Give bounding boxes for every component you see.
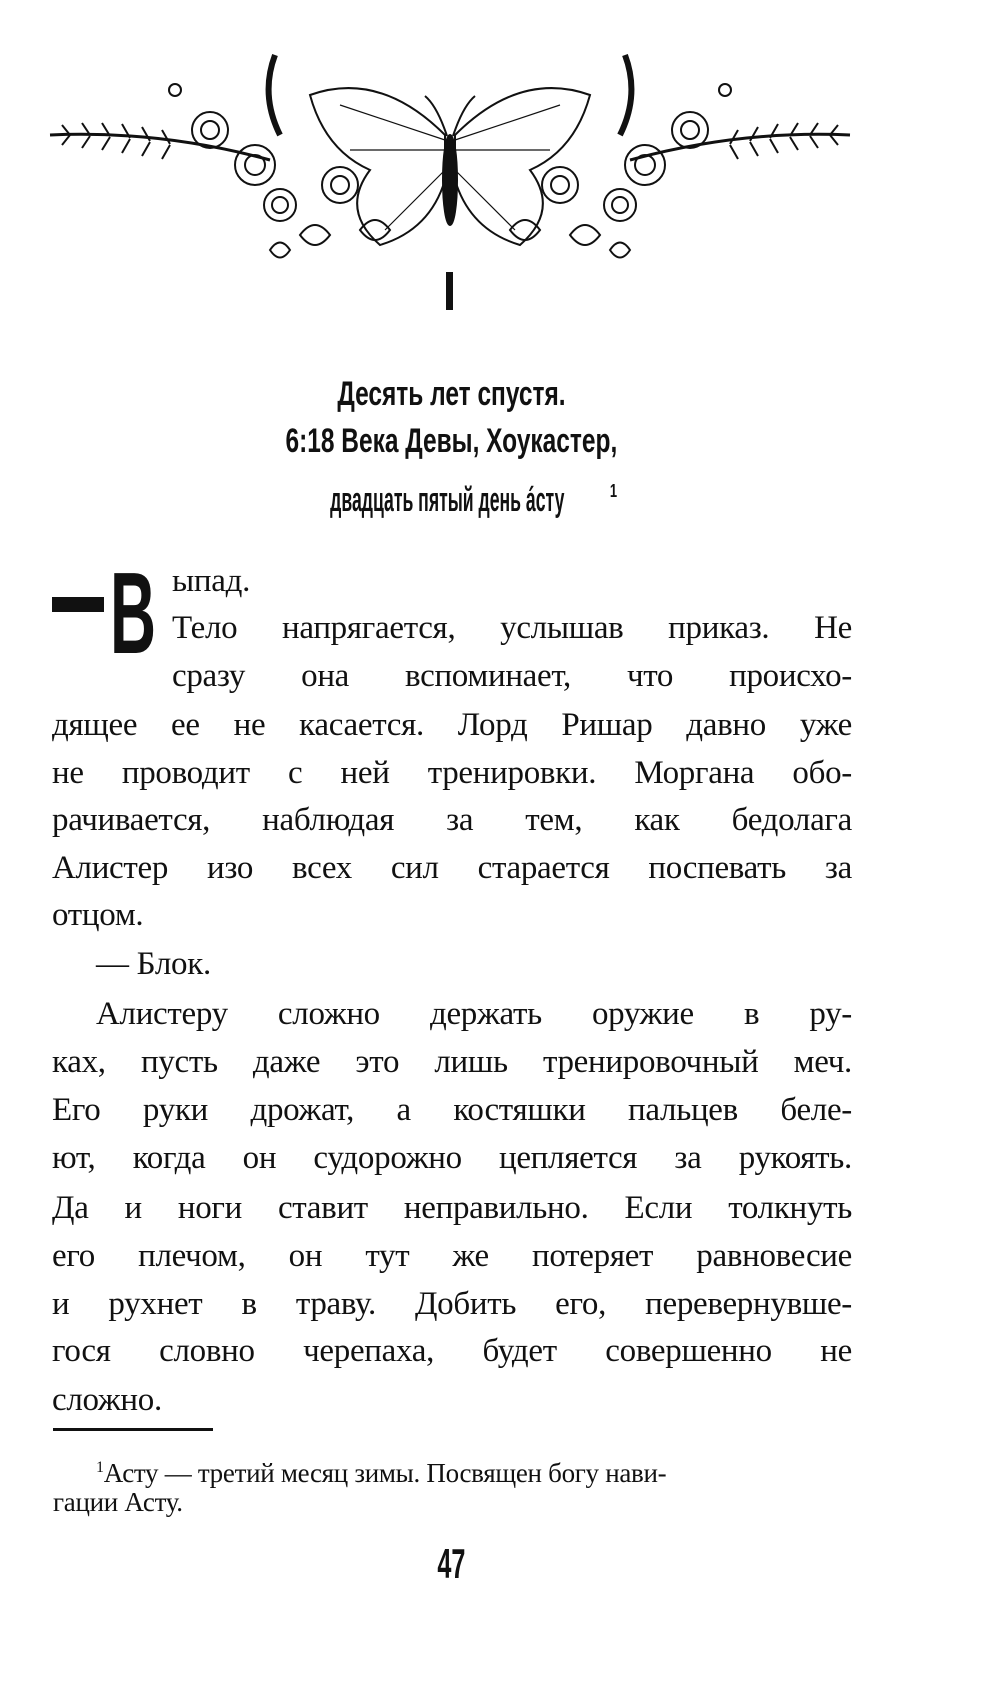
butterfly-icon	[310, 88, 590, 245]
text-line: дящее ее не касается. Лорд Ришар давно уже	[52, 707, 852, 743]
text-line: и рухнет в траву. Добить его, перевернувше-	[52, 1286, 852, 1322]
text-line: ках, пусть даже это лишь тренировочный меч.	[52, 1044, 852, 1080]
text-line: не проводит с ней тренировки. Моргана обо-	[52, 755, 852, 791]
text-line: сразу она вспоминает, что происхо-	[172, 658, 852, 694]
text-line: ют, когда он судорожно цепляется за рукоять.	[52, 1140, 852, 1176]
text-line: Да и ноги ставит неправильно. Если толкнуть	[52, 1190, 852, 1226]
drop-cap: В	[110, 548, 157, 678]
text-line: Его руки дрожат, а костяшки пальцев беле-	[52, 1092, 852, 1128]
chapter-numeral	[446, 272, 453, 310]
footnote-mark: 1	[96, 1459, 104, 1476]
text-line: Тело напрягается, услышав приказ. Не	[172, 610, 852, 646]
butterfly-floral-ornament	[40, 40, 860, 270]
text-line: сложно.	[52, 1382, 162, 1418]
chapter-heading-line-3	[0, 471, 902, 520]
text-line: гося словно черепаха, будет совершенно не	[52, 1333, 852, 1369]
text-line: рачивается, наблюдая за тем, как бедолага	[52, 802, 852, 838]
page-number: 47	[436, 1540, 466, 1587]
text-line: ыпад.	[172, 563, 251, 599]
dialogue-dash	[52, 597, 104, 612]
chapter-heading-line-2: 6:18 Века Девы, Хоукастер,	[285, 422, 617, 460]
text-line: Алистер изо всех сил старается поспевать за	[52, 850, 852, 886]
footnote-divider	[53, 1428, 213, 1431]
fern-left-icon	[62, 123, 170, 159]
text-line: отцом.	[52, 897, 144, 933]
footnote-line-2: гации Асту.	[53, 1487, 183, 1517]
footnote-reference: 1	[610, 481, 618, 501]
text-line: — Блок.	[96, 946, 211, 982]
heading-text: двадцать пятый день áсту	[330, 481, 565, 519]
chapter-heading-line-1: Десять лет спустя.	[336, 375, 566, 413]
fern-right-icon	[730, 123, 838, 159]
text-line: Алистеру сложно держать оружие в ру-	[96, 996, 852, 1032]
text-line: его плечом, он тут же потеряет равновесие	[52, 1238, 852, 1274]
footnote-text: Асту — третий месяц зимы. Посвящен богу нави-	[103, 1458, 667, 1488]
